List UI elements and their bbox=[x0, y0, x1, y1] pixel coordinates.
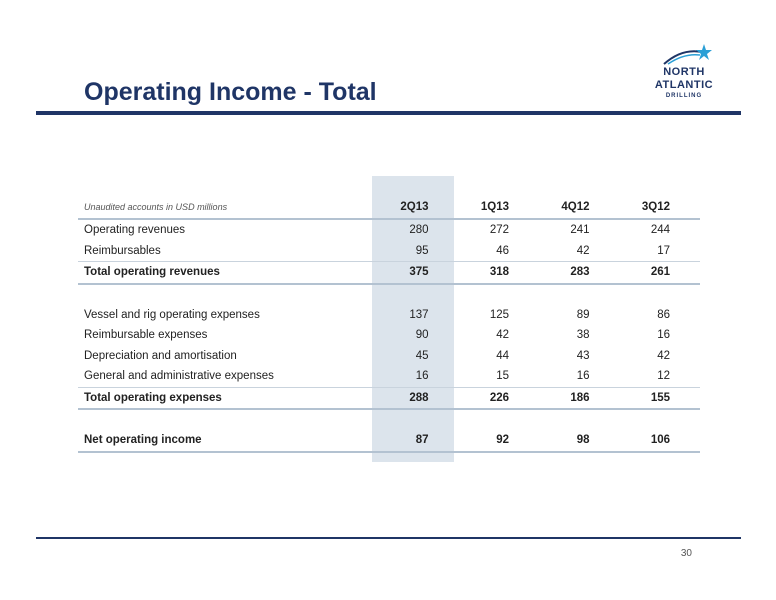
cell-value: 125 bbox=[489, 308, 509, 321]
cell-value: 280 bbox=[409, 224, 429, 237]
company-logo bbox=[648, 44, 728, 110]
total-row bbox=[78, 387, 700, 409]
page-number: 30 bbox=[680, 548, 692, 559]
cell-value: 43 bbox=[576, 349, 590, 362]
table-row bbox=[78, 346, 700, 367]
column-header: 1Q13 bbox=[459, 196, 540, 219]
table-row bbox=[78, 366, 700, 387]
table-row bbox=[78, 219, 700, 241]
cell-value: 186 bbox=[539, 387, 620, 409]
cell-value: 42 bbox=[657, 349, 670, 362]
cell-value: 16 bbox=[539, 366, 620, 387]
cell-value: 42 bbox=[539, 241, 620, 262]
row-label: Total operating expenses bbox=[78, 387, 378, 409]
cell-value: 90 bbox=[415, 329, 429, 342]
table-header-row bbox=[78, 196, 700, 219]
spacer-row bbox=[78, 284, 700, 305]
cell-value: 89 bbox=[576, 308, 590, 321]
row-label: Reimbursable expenses bbox=[84, 329, 208, 342]
cell-value: 137 bbox=[409, 308, 429, 321]
cell-value: 42 bbox=[496, 329, 509, 342]
cell-value: 86 bbox=[657, 308, 670, 321]
page-title: Operating Income - Total bbox=[84, 78, 377, 106]
row-label: Operating revenues bbox=[84, 224, 186, 237]
total-row bbox=[78, 262, 700, 284]
logo-text-drilling: DRILLING bbox=[665, 93, 703, 99]
cell-value: 226 bbox=[459, 387, 540, 409]
column-header: 4Q12 bbox=[539, 196, 620, 219]
spacer-row bbox=[78, 409, 700, 430]
column-header: 2Q13 bbox=[378, 196, 459, 219]
row-label: Total operating revenues bbox=[78, 262, 378, 284]
cell-value: 17 bbox=[620, 241, 701, 262]
cell-value: 261 bbox=[620, 262, 701, 284]
cell-value: 155 bbox=[620, 387, 701, 409]
table-note: Unaudited accounts in USD millions bbox=[78, 196, 378, 219]
cell-value: 15 bbox=[459, 366, 540, 387]
cell-value: 38 bbox=[576, 329, 590, 342]
cell-value: 16 bbox=[657, 329, 670, 342]
logo-text-north: NORTH bbox=[663, 66, 705, 78]
table-row bbox=[78, 305, 700, 326]
cell-value: 106 bbox=[620, 430, 701, 452]
cell-value: 288 bbox=[378, 387, 459, 409]
row-label: Vessel and rig operating expenses bbox=[84, 308, 260, 321]
row-label: Depreciation and amortisation bbox=[84, 349, 237, 362]
cell-value: 46 bbox=[459, 241, 540, 262]
cell-value: 95 bbox=[378, 241, 459, 262]
cell-value: 16 bbox=[378, 366, 459, 387]
star-swoosh-icon bbox=[662, 44, 714, 66]
cell-value: 241 bbox=[570, 224, 590, 237]
cell-value: 283 bbox=[539, 262, 620, 284]
table-row bbox=[78, 241, 700, 262]
cell-value: 244 bbox=[650, 224, 670, 237]
cell-value: 92 bbox=[459, 430, 540, 452]
cell-value: 12 bbox=[620, 366, 701, 387]
operating-income-table bbox=[78, 196, 700, 453]
cell-value: 375 bbox=[378, 262, 459, 284]
title-divider bbox=[36, 111, 741, 115]
table-row bbox=[78, 325, 700, 346]
cell-value: 272 bbox=[489, 224, 509, 237]
column-header: 3Q12 bbox=[620, 196, 701, 219]
row-label: Reimbursables bbox=[78, 241, 378, 262]
total-row bbox=[78, 430, 700, 452]
cell-value: 98 bbox=[539, 430, 620, 452]
cell-value: 44 bbox=[496, 349, 509, 362]
logo-text-atlantic: ATLANTIC bbox=[654, 79, 714, 91]
cell-value: 318 bbox=[459, 262, 540, 284]
row-label: General and administrative expenses bbox=[78, 366, 378, 387]
row-label: Net operating income bbox=[78, 430, 378, 452]
cell-value: 87 bbox=[378, 430, 459, 452]
cell-value: 45 bbox=[415, 349, 429, 362]
footer-divider bbox=[36, 537, 741, 539]
